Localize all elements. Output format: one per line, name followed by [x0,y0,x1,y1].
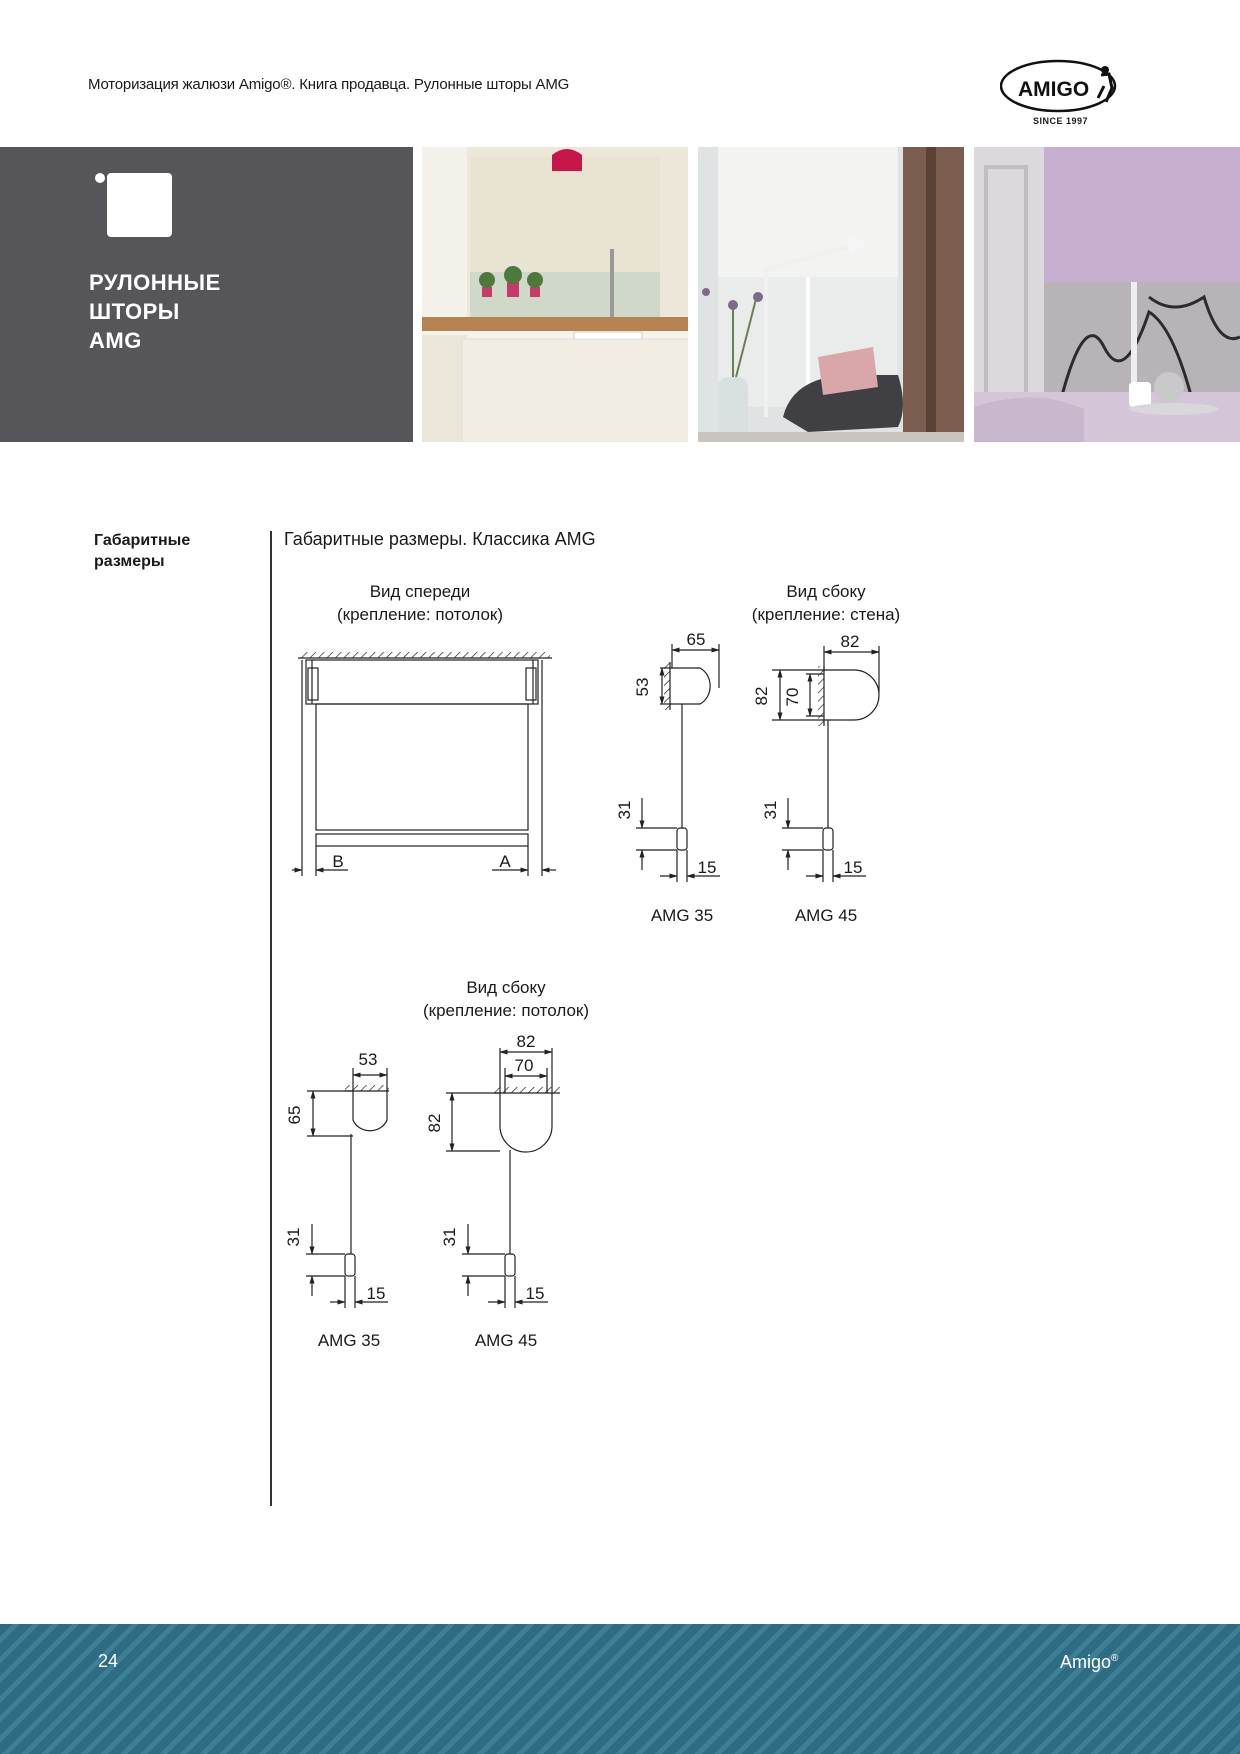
page-number: 24 [98,1651,119,1671]
amg45-ceiling-top-height: 82 [425,1113,444,1133]
amg45-ceiling-bottom-height: 31 [440,1227,459,1247]
section-label: Габаритные размеры [94,532,191,570]
side-ceiling-title-1: Вид сбоку [466,978,546,997]
footer-brand-mark: ® [1111,1653,1119,1664]
amg45-wall-model: AMG 45 [794,906,858,925]
amg35-wall-top-width: 65 [686,630,706,649]
side-ceiling-title-2: (крепление: потолок) [423,1001,589,1020]
front-view-drawing [292,582,556,876]
hero-title: РУЛОННЫЕ ШТОРЫ AMG [89,270,221,353]
section-heading: Габаритные размеры. Классика AMG [284,529,596,549]
amg45-ceiling-inner-width: 70 [514,1056,534,1075]
amg35-wall-drawing [615,630,720,925]
front-view-label-b: B [332,852,344,871]
amg45-ceiling-outer-width: 82 [516,1032,536,1051]
footer-brand-name: Amigo [1060,1652,1112,1672]
amg35-wall-bottom-width: 15 [697,858,717,877]
amg35-ceiling-top-width: 53 [358,1050,378,1069]
front-view-label-a: A [499,852,511,871]
amg45-wall-inner-height: 70 [783,687,802,707]
amg45-ceiling-bottom-width: 15 [525,1284,545,1303]
amg45-wall-bottom-height: 31 [761,800,780,820]
page-footer [0,1624,1240,1754]
amg45-wall-top-width: 82 [840,632,860,651]
amg45-ceiling-drawing [425,1032,560,1350]
amg35-ceiling-bottom-width: 15 [366,1284,386,1303]
amg35-wall-bottom-height: 31 [615,800,634,820]
front-view-title-1: Вид спереди [369,582,471,601]
amg45-wall-bottom-width: 15 [843,858,863,877]
amg35-ceiling-top-height: 65 [285,1105,304,1125]
side-wall-title-2: (крепление: стена) [751,605,901,624]
logo-wordmark: AMIGO [1018,78,1090,101]
amg45-wall-outer-height: 82 [752,686,771,706]
amg35-wall-top-height: 53 [633,677,652,697]
document-header-title: Моторизация жалюзи Amigo®. Книга продавца. Рулонные шторы AMG [88,76,570,93]
amg35-wall-model: AMG 35 [650,906,714,925]
amg45-ceiling-model: AMG 45 [474,1331,538,1350]
amg35-ceiling-bottom-height: 31 [284,1227,303,1247]
logo-since-text: SINCE 1997 [1033,116,1089,126]
amg35-ceiling-drawing [284,1050,389,1350]
side-wall-title-1: Вид сбоку [786,582,866,601]
footer-brand [1060,1652,1118,1673]
amg35-ceiling-model: AMG 35 [317,1331,381,1350]
amg45-wall-drawing [752,632,879,925]
front-view-title-2: (крепление: потолок) [337,605,503,624]
